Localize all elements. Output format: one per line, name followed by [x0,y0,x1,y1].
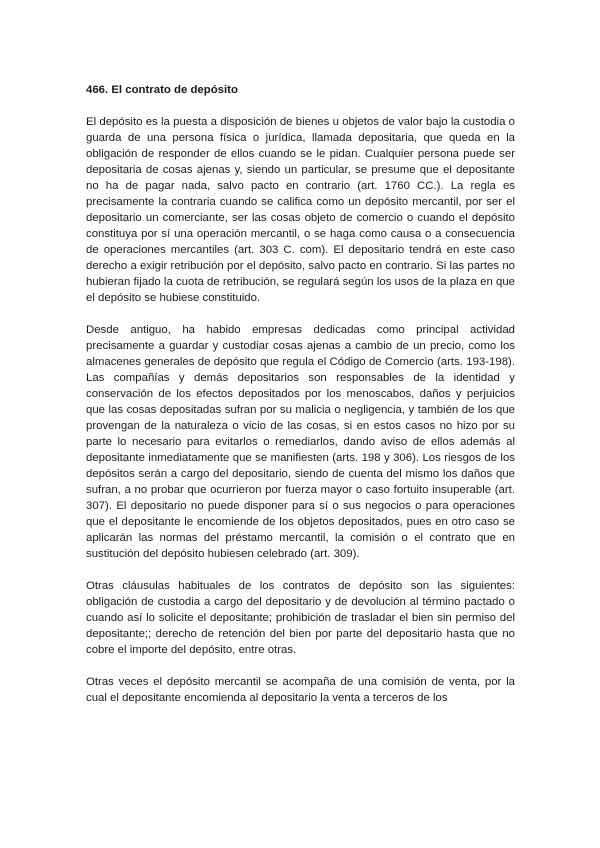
paragraph-4: Otras veces el depósito mercantil se acompaña de una comisión de venta, por la cual el depositante encomienda al depositario la venta a terceros de los [86,676,515,704]
paragraph-2: Desde antiguo, ha habido empresas dedicadas como principal actividad precisamente a guardar y custodiar cosas ajenas a cambio de un precio, como los almacenes generales de depósito que regula el Código de Comercio (arts. 193-198). Las compañías y demás depositarios son responsables de la identidad y conservación de los efectos depositados por los menoscabos, daños y perjuicios que las cosas depositadas sufran por su malicia o negligencia, y también de los que provengan de la naturaleza o vicio de las cosas, si en estos casos no hizo por su parte lo necesario para evitarlos o remediarlos, dando aviso de ellos además al depositante inmediatamente que se manifiesten (arts. 198 y 306). Los riesgos de los depósitos serán a cargo del depositario, siendo de cuenta del mismo los daños que sufran, a no probar que ocurrieron por fuerza mayor o caso fortuito insuperable (art. 307). El depositario no puede disponer para sí o sus negocios o para operaciones que el depositante le encomiende de los objetos depositados, pues en otro caso se aplicarán las normas del préstamo mercantil, la comisión o el contrato que en sustitución del depósito hubiesen celebrado (art. 309). [86,324,515,560]
paragraph-3: Otras cláusulas habituales de los contratos de depósito son las siguientes: obligación de custodia a cargo del depositario y de devolución al término pactado o cuando así lo solicite el depositante; prohibición de trasladar el bien sin permiso del depositante;; derecho de retención del bien por parte del depositario hasta que no cobre el importe del depósito, entre otras. [86,580,515,656]
paragraph-1: El depósito es la puesta a disposición de bienes u objetos de valor bajo la custodia o guarda de una persona física o jurídica, llamada depositaria, que queda en la obligación de responder de ellos cuando se le pidan. Cualquier persona puede ser depositaria de cosas ajenas y, siendo un particular, se presume que el depositante no ha de pagar nada, salvo pacto en contrario (art. 1760 CC.). La regla es precisamente la contraria cuando se califica como un depósito mercantil, por ser el depositario un comerciante, ser las cosas objeto de comercio o cuando el depósito constituya por sí una operación mercantil, o se haga como causa o a consecuencia de operaciones mercantiles (art. 303 C. com). El depositario tendrá en este caso derecho a exigir retribución por el depósito, salvo pacto en contrario. Si las partes no hubieran fijado la cuota de retribución, se regulará según los usos de la plaza en que el depósito se hubiese constituido. [86,116,515,304]
section-title: 466. El contrato de depósito [86,84,238,96]
document-page [86,82,515,722]
